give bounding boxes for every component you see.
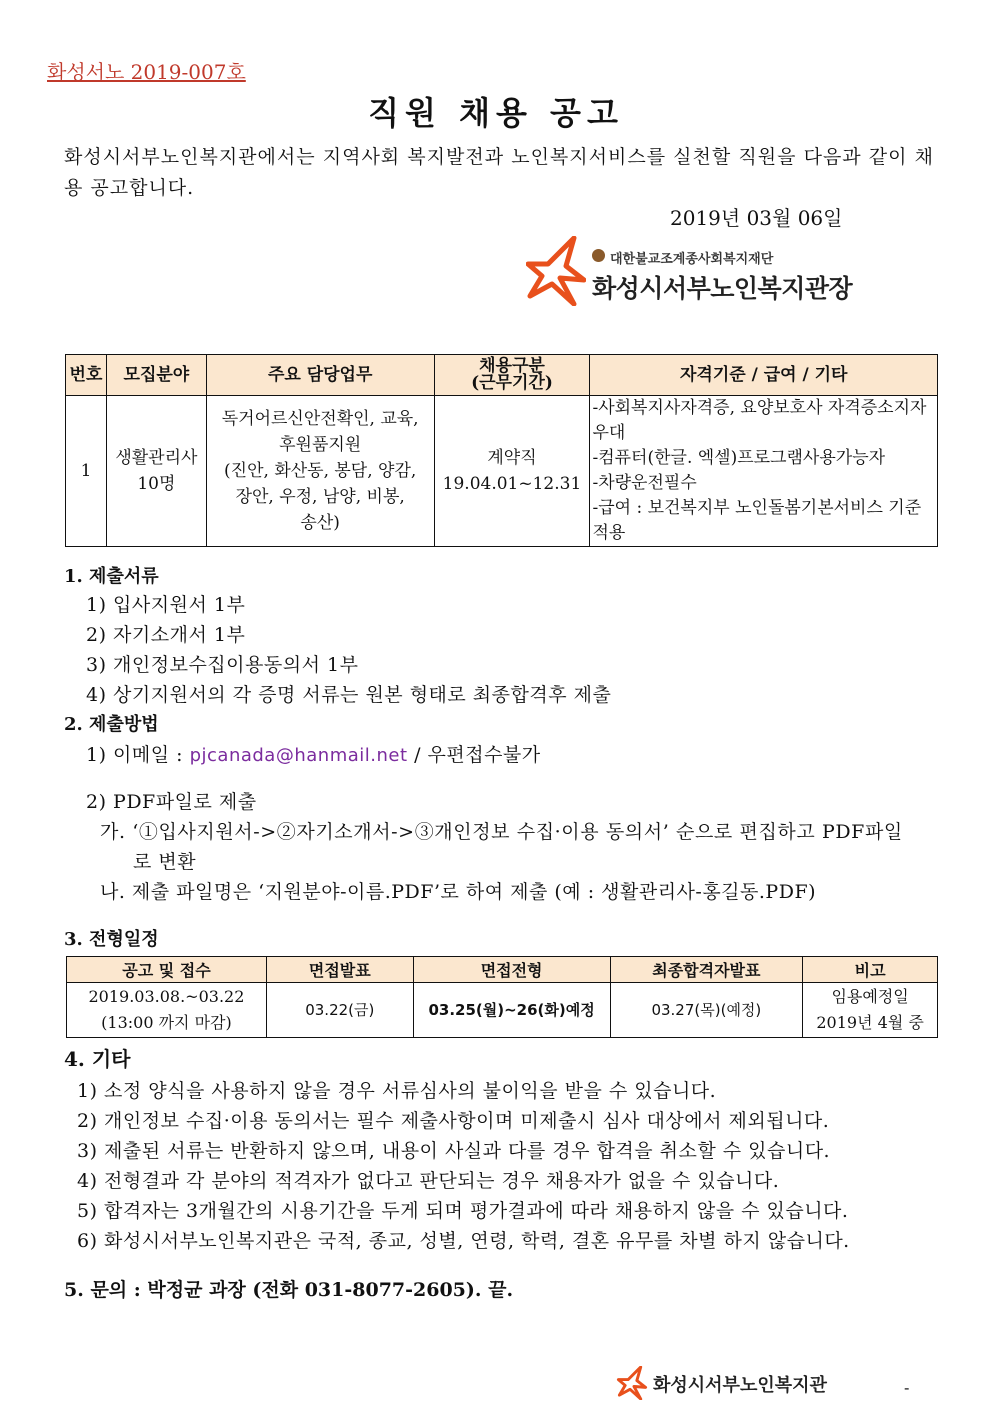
header-type: 채용구분 (근무기간) [434, 355, 590, 396]
pdf-order-line: 가. ‘①입사지원서->②자기소개서->③개인정보 수집·이용 동의서’ 순으로 편집하고 PDF파일 [100, 821, 903, 843]
header-final: 최종합격자발표 [610, 957, 803, 983]
cell-type: 계약직 19.04.01~12.31 [434, 396, 590, 547]
seal-icon [592, 249, 605, 262]
header-posting: 공고 및 접수 [67, 957, 267, 983]
section-schedule-title: 3. 전형일정 [64, 929, 159, 950]
schedule-table [66, 956, 938, 1038]
list-item: 5) 합격자는 3개월간의 시용기간을 두게 되며 평가결과에 따라 채용하지 않을 수 있습니다. [77, 1200, 849, 1222]
list-item: 2) 자기소개서 1부 [86, 624, 246, 646]
cell-number: 1 [66, 396, 107, 547]
contact-line: 5. 문의 : 박정균 과장 (전화 031-8077-2605). 끝. [64, 1279, 514, 1301]
header-number: 번호 [66, 355, 107, 396]
recruitment-table [65, 354, 938, 547]
star-logo-icon [526, 236, 586, 306]
logo-title: 화성시서부노인복지관장 [592, 274, 853, 303]
header-duties: 주요 담당업무 [206, 355, 434, 396]
header-note: 비고 [803, 957, 938, 983]
document-number: 화성서노 2019-007호 [47, 60, 246, 84]
header-announce: 면접발표 [266, 957, 413, 983]
header-criteria: 자격기준 / 급여 / 기타 [590, 355, 938, 396]
email-suffix: / 우편접수불가 [407, 744, 541, 766]
pdf-filename-line: 나. 제출 파일명은 ‘지원분야-이름.PDF’로 하여 제출 (예 : 생활관리사-홍길동.PDF) [100, 881, 817, 903]
pdf-order-line-cont: 로 변환 [133, 851, 197, 873]
list-item: 1) 입사지원서 1부 [86, 594, 246, 616]
footer-mark: - [904, 1378, 910, 1397]
cell-duties: 독거어르신안전확인, 교육, 후원품지원 (진안, 화산동, 봉담, 양감, 장안, 우정, 남양, 비봉, 송산) [206, 396, 434, 547]
cell-field: 생활관리사 10명 [106, 396, 206, 547]
table-row [66, 396, 938, 547]
footer-logo-text: 화성시서부노인복지관 [653, 1375, 827, 1396]
list-item: 6) 화성시서부노인복지관은 국적, 종교, 성별, 연령, 학력, 결혼 유무를 차별 하지 않습니다. [77, 1230, 850, 1252]
cell-note: 임용예정일 2019년 4월 중 [803, 983, 938, 1038]
footer-logo [615, 1366, 865, 1402]
list-item: 4) 전형결과 각 분야의 적격자가 없다고 판단되는 경우 채용자가 없을 수 있습니다. [77, 1170, 780, 1192]
section-documents-title: 1. 제출서류 [64, 566, 159, 587]
cell-final: 03.27(목)(예정) [610, 983, 803, 1038]
cell-announce: 03.22(금) [266, 983, 413, 1038]
cell-posting: 2019.03.08.~03.22 (13:00 까지 마감) [67, 983, 267, 1038]
section-method-title: 2. 제출방법 [64, 714, 159, 735]
header-interview: 면접전형 [413, 957, 610, 983]
section-etc-title: 4. 기타 [64, 1047, 131, 1071]
table-row [67, 983, 938, 1038]
pdf-instruction: 2) PDF파일로 제출 [86, 791, 257, 813]
list-item: 2) 개인정보 수집·이용 동의서는 필수 제출사항이며 미제출시 심사 대상에서 제외됩니다. [77, 1110, 830, 1132]
intro-paragraph: 화성시서부노인복지관에서는 지역사회 복지발전과 노인복지서비스를 실천할 직원을 다음과 같이 채용 공고합니다. [64, 146, 934, 199]
star-logo-icon [615, 1366, 649, 1400]
cell-interview: 03.25(월)~26(화)예정 [413, 983, 610, 1038]
cell-criteria: -사회복지사자격증, 요양보호사 자격증소지자 우대 -컴퓨터(한글. 엑셀)프로그램사용가능자 -차량운전필수 -급여 : 보건복지부 노인돌봄기본서비스 기준적용 [590, 396, 938, 547]
email-prefix: 1) 이메일 : [86, 744, 190, 766]
list-item: 4) 상기지원서의 각 증명 서류는 원본 형태로 최종합격후 제출 [86, 684, 612, 706]
list-item: 1) 소정 양식을 사용하지 않을 경우 서류심사의 불이익을 받을 수 있습니다. [77, 1080, 717, 1102]
organization-logo [526, 236, 856, 306]
list-item: 3) 개인정보수집이용동의서 1부 [86, 654, 359, 676]
header-field: 모집분야 [106, 355, 206, 396]
page-title: 직원 채용 공고 [368, 94, 624, 132]
list-item: 3) 제출된 서류는 반환하지 않으며, 내용이 사실과 다를 경우 합격을 취소할 수 있습니다. [77, 1140, 831, 1162]
logo-subtitle: 대한불교조계종사회복지재단 [610, 252, 774, 267]
email-link[interactable]: pjcanada@hanmail.net [189, 745, 408, 766]
email-line [86, 740, 541, 767]
notice-date: 2019년 03월 06일 [670, 206, 843, 230]
